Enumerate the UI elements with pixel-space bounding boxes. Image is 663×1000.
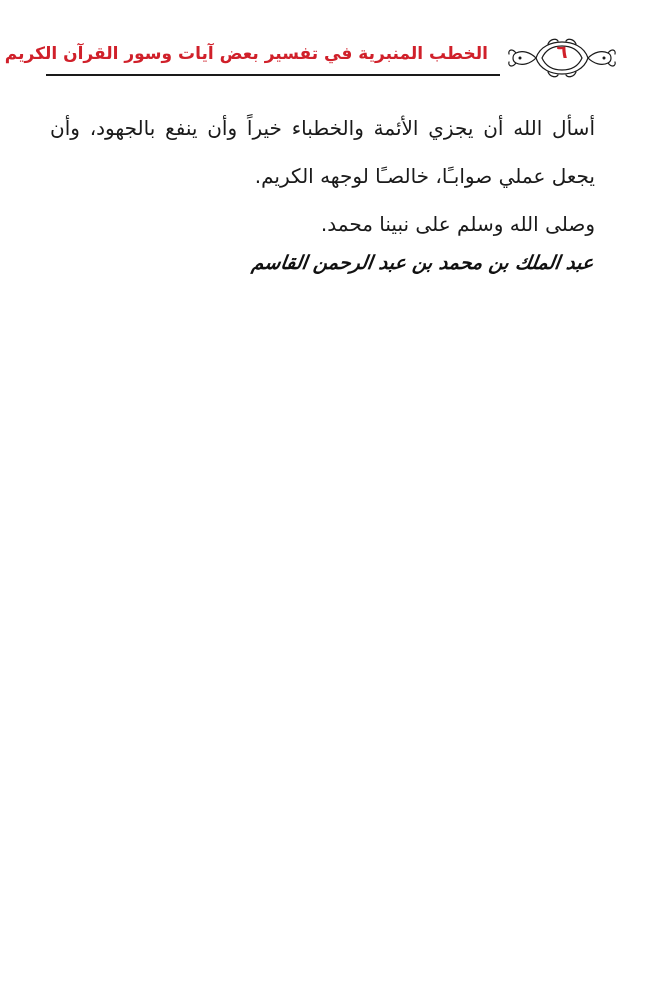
paragraph: أسأل الله أن يجزي الأئمة والخطباء خيراً وأن ينفع بالجهود، وأن يجعل عملي صوابـًا، خالصـًا لوجهه الكريم. (50, 116, 595, 188)
ornamental-frame-icon (506, 36, 618, 80)
page-number: ٦ (556, 42, 568, 63)
running-title: الخطب المنبرية في تفسير بعض آيات وسور القرآن الكريم (4, 44, 488, 64)
page-header (4, 36, 618, 80)
header-rule (46, 74, 500, 76)
paragraph: وصلى الله وسلم على نبينا محمد. (320, 212, 595, 236)
author-signature (250, 250, 595, 294)
signature-text: عبد الملك بن محمد بن عبد الرحمن القاسم (250, 252, 595, 274)
body-text (50, 104, 595, 248)
